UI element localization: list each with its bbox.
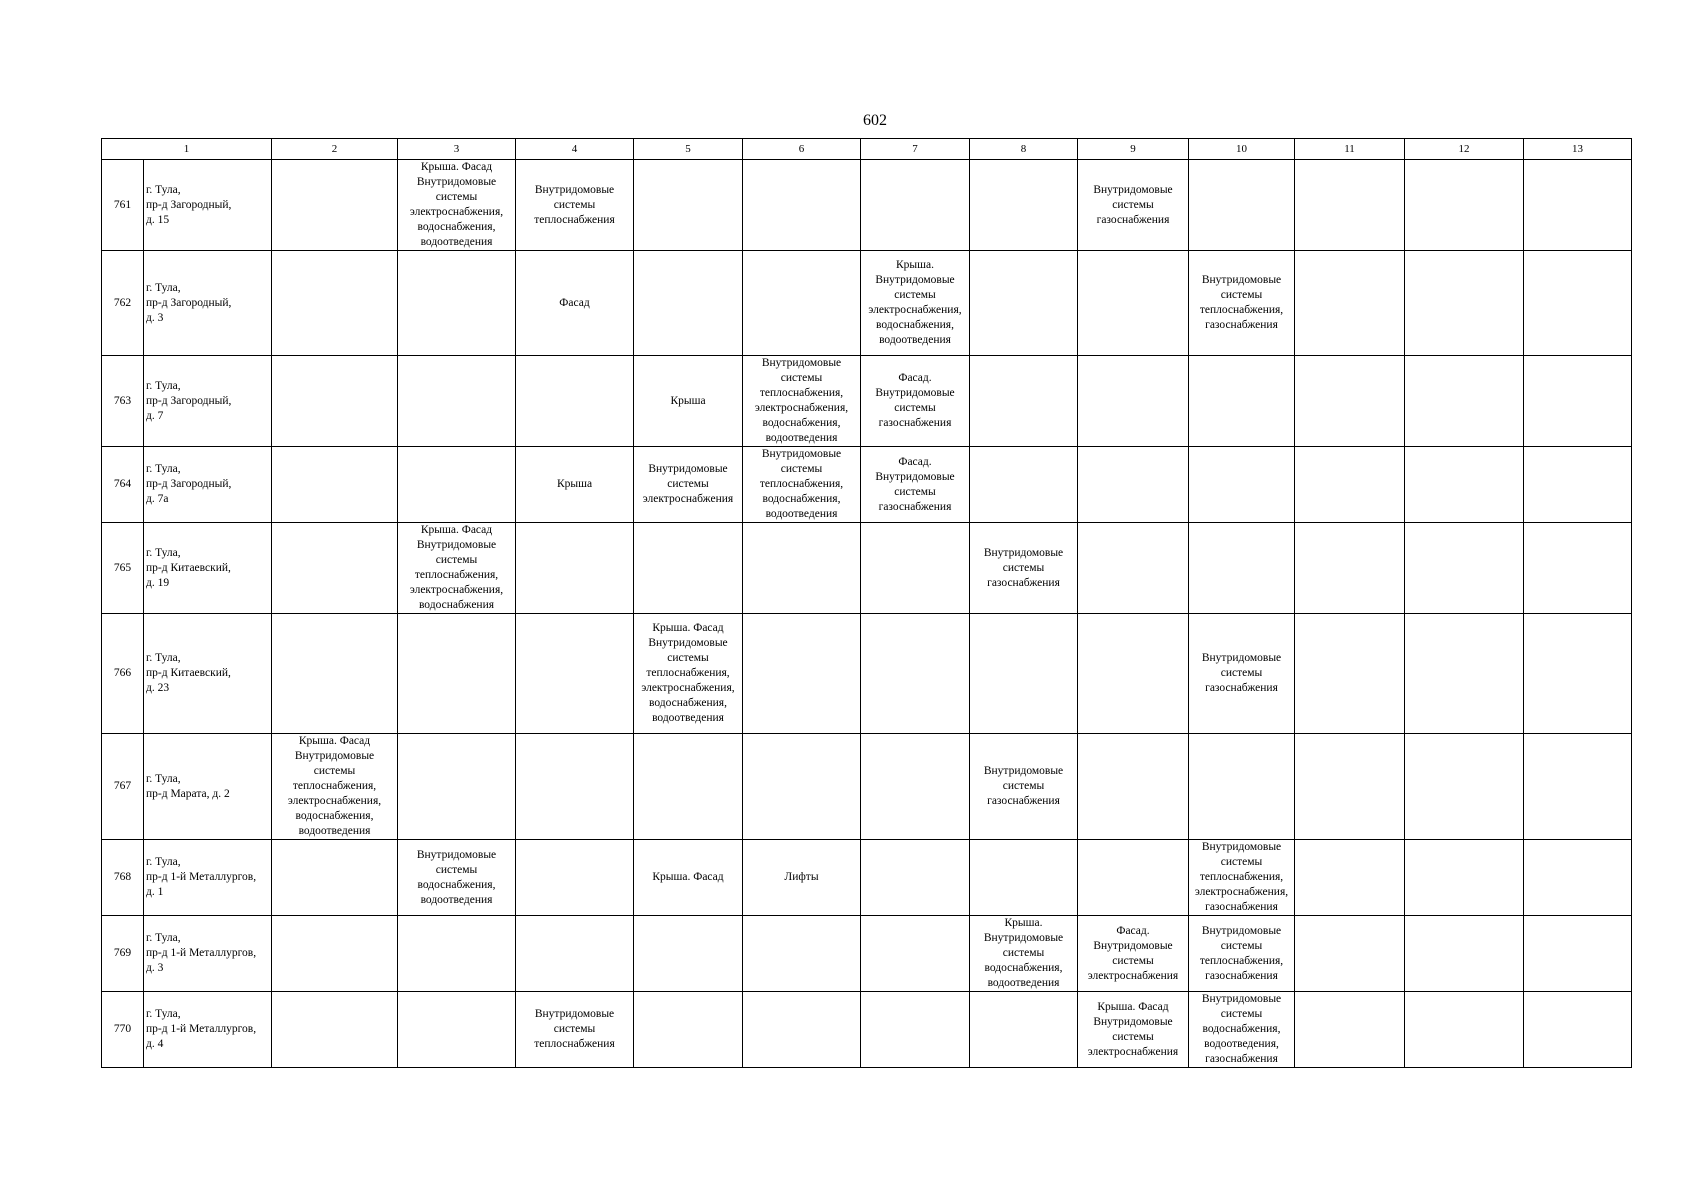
schedule-cell	[1405, 734, 1524, 840]
schedule-cell	[970, 614, 1078, 734]
schedule-cell	[743, 916, 861, 992]
schedule-cell	[1524, 916, 1632, 992]
address-cell: г. Тула, пр-д Загородный, д. 7а	[144, 447, 272, 523]
page-number: 602	[863, 112, 887, 129]
schedule-cell	[1295, 356, 1405, 447]
schedule-cell: Внутридомовые системы теплоснабжения	[516, 992, 634, 1068]
schedule-cell	[516, 523, 634, 614]
schedule-cell	[970, 160, 1078, 251]
schedule-cell	[634, 523, 743, 614]
schedule-cell	[743, 523, 861, 614]
schedule-cell	[1405, 447, 1524, 523]
schedule-cell	[1524, 251, 1632, 356]
row-number: 762	[102, 251, 144, 356]
address-cell: г. Тула, пр-д 1-й Металлургов, д. 3	[144, 916, 272, 992]
schedule-cell	[272, 840, 398, 916]
schedule-cell	[398, 447, 516, 523]
schedule-cell: Крыша. Фасад Внутридомовые системы теплоснабжения, электроснабжения, водоснабжения, водоотведения	[634, 614, 743, 734]
schedule-cell	[272, 523, 398, 614]
schedule-cell	[634, 916, 743, 992]
schedule-cell	[272, 160, 398, 251]
row-number: 765	[102, 523, 144, 614]
row-number: 767	[102, 734, 144, 840]
schedule-cell	[634, 251, 743, 356]
schedule-cell	[272, 447, 398, 523]
schedule-cell	[398, 992, 516, 1068]
schedule-cell: Внутридомовые системы газоснабжения	[1189, 614, 1295, 734]
schedule-cell	[634, 734, 743, 840]
repair-schedule-table	[101, 138, 1632, 1068]
schedule-cell: Фасад. Внутридомовые системы газоснабжения	[861, 447, 970, 523]
schedule-cell	[398, 614, 516, 734]
schedule-cell	[861, 734, 970, 840]
schedule-cell: Фасад. Внутридомовые системы газоснабжения	[861, 356, 970, 447]
schedule-cell	[743, 992, 861, 1068]
schedule-cell	[970, 356, 1078, 447]
schedule-cell: Внутридомовые системы газоснабжения	[970, 523, 1078, 614]
schedule-cell	[1189, 734, 1295, 840]
table-row	[102, 992, 1632, 1068]
column-header: 6	[743, 139, 861, 160]
schedule-cell	[1295, 916, 1405, 992]
schedule-cell	[743, 160, 861, 251]
schedule-cell	[634, 160, 743, 251]
schedule-cell	[1295, 447, 1405, 523]
schedule-cell	[970, 840, 1078, 916]
schedule-cell: Внутридомовые системы водоснабжения, водоотведения	[398, 840, 516, 916]
schedule-cell	[1295, 523, 1405, 614]
table-row	[102, 840, 1632, 916]
column-header: 11	[1295, 139, 1405, 160]
row-number: 768	[102, 840, 144, 916]
schedule-cell	[1078, 523, 1189, 614]
schedule-cell	[861, 916, 970, 992]
schedule-cell: Крыша. Фасад Внутридомовые системы теплоснабжения, электроснабжения, водоснабжения, водоотведения	[272, 734, 398, 840]
schedule-cell	[1524, 734, 1632, 840]
schedule-cell	[861, 160, 970, 251]
schedule-cell	[1295, 734, 1405, 840]
schedule-cell	[1189, 523, 1295, 614]
column-header: 13	[1524, 139, 1632, 160]
schedule-cell	[970, 251, 1078, 356]
address-cell: г. Тула, пр-д Марата, д. 2	[144, 734, 272, 840]
schedule-cell	[743, 734, 861, 840]
column-header: 5	[634, 139, 743, 160]
schedule-cell	[516, 916, 634, 992]
schedule-cell	[1524, 447, 1632, 523]
row-number: 770	[102, 992, 144, 1068]
table-row	[102, 523, 1632, 614]
schedule-cell	[970, 992, 1078, 1068]
schedule-cell	[1078, 614, 1189, 734]
schedule-cell: Лифты	[743, 840, 861, 916]
table-row	[102, 614, 1632, 734]
schedule-cell	[1078, 251, 1189, 356]
row-number: 769	[102, 916, 144, 992]
schedule-cell	[1295, 614, 1405, 734]
schedule-cell	[516, 356, 634, 447]
schedule-cell	[1189, 356, 1295, 447]
schedule-cell	[1078, 734, 1189, 840]
schedule-cell	[1524, 614, 1632, 734]
column-header: 1	[102, 139, 272, 160]
schedule-cell: Внутридомовые системы теплоснабжения, электроснабжения, газоснабжения	[1189, 840, 1295, 916]
schedule-cell	[1295, 840, 1405, 916]
schedule-cell	[1405, 523, 1524, 614]
schedule-cell	[861, 992, 970, 1068]
schedule-cell	[1078, 840, 1189, 916]
schedule-cell: Крыша	[634, 356, 743, 447]
schedule-cell	[1524, 356, 1632, 447]
schedule-cell	[743, 614, 861, 734]
schedule-cell: Внутридомовые системы теплоснабжения, газоснабжения	[1189, 251, 1295, 356]
column-header: 4	[516, 139, 634, 160]
row-number: 766	[102, 614, 144, 734]
schedule-cell	[743, 251, 861, 356]
schedule-cell	[1189, 160, 1295, 251]
address-cell: г. Тула, пр-д Китаевский, д. 19	[144, 523, 272, 614]
schedule-cell	[634, 992, 743, 1068]
schedule-cell	[1405, 160, 1524, 251]
schedule-cell: Внутридомовые системы водоснабжения, водоотведения, газоснабжения	[1189, 992, 1295, 1068]
schedule-cell	[1078, 447, 1189, 523]
schedule-cell	[398, 356, 516, 447]
schedule-cell	[1524, 840, 1632, 916]
schedule-cell	[861, 840, 970, 916]
schedule-cell	[516, 840, 634, 916]
column-header: 10	[1189, 139, 1295, 160]
header-row	[102, 139, 1632, 160]
schedule-cell	[1524, 160, 1632, 251]
schedule-cell: Крыша. Внутридомовые системы водоснабжения, водоотведения	[970, 916, 1078, 992]
schedule-cell	[1189, 447, 1295, 523]
address-cell: г. Тула, пр-д 1-й Металлургов, д. 4	[144, 992, 272, 1068]
schedule-cell: Внутридомовые системы газоснабжения	[970, 734, 1078, 840]
schedule-cell	[1405, 251, 1524, 356]
schedule-cell: Крыша. Фасад Внутридомовые системы теплоснабжения, электроснабжения, водоснабжения	[398, 523, 516, 614]
schedule-cell	[861, 614, 970, 734]
schedule-cell: Крыша. Фасад Внутридомовые системы электроснабжения	[1078, 992, 1189, 1068]
column-header: 2	[272, 139, 398, 160]
row-number: 761	[102, 160, 144, 251]
schedule-cell	[1078, 356, 1189, 447]
schedule-cell	[272, 614, 398, 734]
table-row	[102, 447, 1632, 523]
schedule-cell: Фасад. Внутридомовые системы электроснабжения	[1078, 916, 1189, 992]
schedule-cell	[272, 251, 398, 356]
column-header: 9	[1078, 139, 1189, 160]
schedule-cell	[861, 523, 970, 614]
schedule-cell	[1405, 614, 1524, 734]
address-cell: г. Тула, пр-д Загородный, д. 15	[144, 160, 272, 251]
table-row	[102, 160, 1632, 251]
schedule-cell	[1295, 992, 1405, 1068]
schedule-cell	[1295, 251, 1405, 356]
schedule-cell: Внутридомовые системы теплоснабжения, водоснабжения, водоотведения	[743, 447, 861, 523]
schedule-cell	[1405, 916, 1524, 992]
schedule-cell: Внутридомовые системы теплоснабжения, газоснабжения	[1189, 916, 1295, 992]
schedule-cell	[1405, 356, 1524, 447]
schedule-cell	[272, 916, 398, 992]
table-row	[102, 734, 1632, 840]
column-header: 7	[861, 139, 970, 160]
row-number: 763	[102, 356, 144, 447]
schedule-cell	[516, 614, 634, 734]
row-number: 764	[102, 447, 144, 523]
table-row	[102, 251, 1632, 356]
schedule-cell	[272, 992, 398, 1068]
schedule-cell	[272, 356, 398, 447]
schedule-cell: Крыша	[516, 447, 634, 523]
schedule-cell: Фасад	[516, 251, 634, 356]
schedule-cell	[1524, 992, 1632, 1068]
column-header: 3	[398, 139, 516, 160]
address-cell: г. Тула, пр-д Загородный, д. 3	[144, 251, 272, 356]
schedule-cell	[970, 447, 1078, 523]
schedule-cell	[1524, 523, 1632, 614]
schedule-cell: Крыша. Фасад Внутридомовые системы электроснабжения, водоснабжения, водоотведения	[398, 160, 516, 251]
schedule-cell: Внутридомовые системы электроснабжения	[634, 447, 743, 523]
schedule-cell	[516, 734, 634, 840]
schedule-cell: Крыша. Фасад	[634, 840, 743, 916]
schedule-cell	[1405, 992, 1524, 1068]
address-cell: г. Тула, пр-д Загородный, д. 7	[144, 356, 272, 447]
schedule-cell: Внутридомовые системы теплоснабжения, электроснабжения, водоснабжения, водоотведения	[743, 356, 861, 447]
address-cell: г. Тула, пр-д Китаевский, д. 23	[144, 614, 272, 734]
table-row	[102, 356, 1632, 447]
schedule-cell: Внутридомовые системы теплоснабжения	[516, 160, 634, 251]
table-row	[102, 916, 1632, 992]
address-cell: г. Тула, пр-д 1-й Металлургов, д. 1	[144, 840, 272, 916]
schedule-cell	[398, 916, 516, 992]
schedule-cell	[1295, 160, 1405, 251]
column-header: 12	[1405, 139, 1524, 160]
schedule-cell: Внутридомовые системы газоснабжения	[1078, 160, 1189, 251]
schedule-cell: Крыша. Внутридомовые системы электроснабжения, водоснабжения, водоотведения	[861, 251, 970, 356]
schedule-cell	[398, 251, 516, 356]
schedule-cell	[398, 734, 516, 840]
schedule-cell	[1405, 840, 1524, 916]
column-header: 8	[970, 139, 1078, 160]
